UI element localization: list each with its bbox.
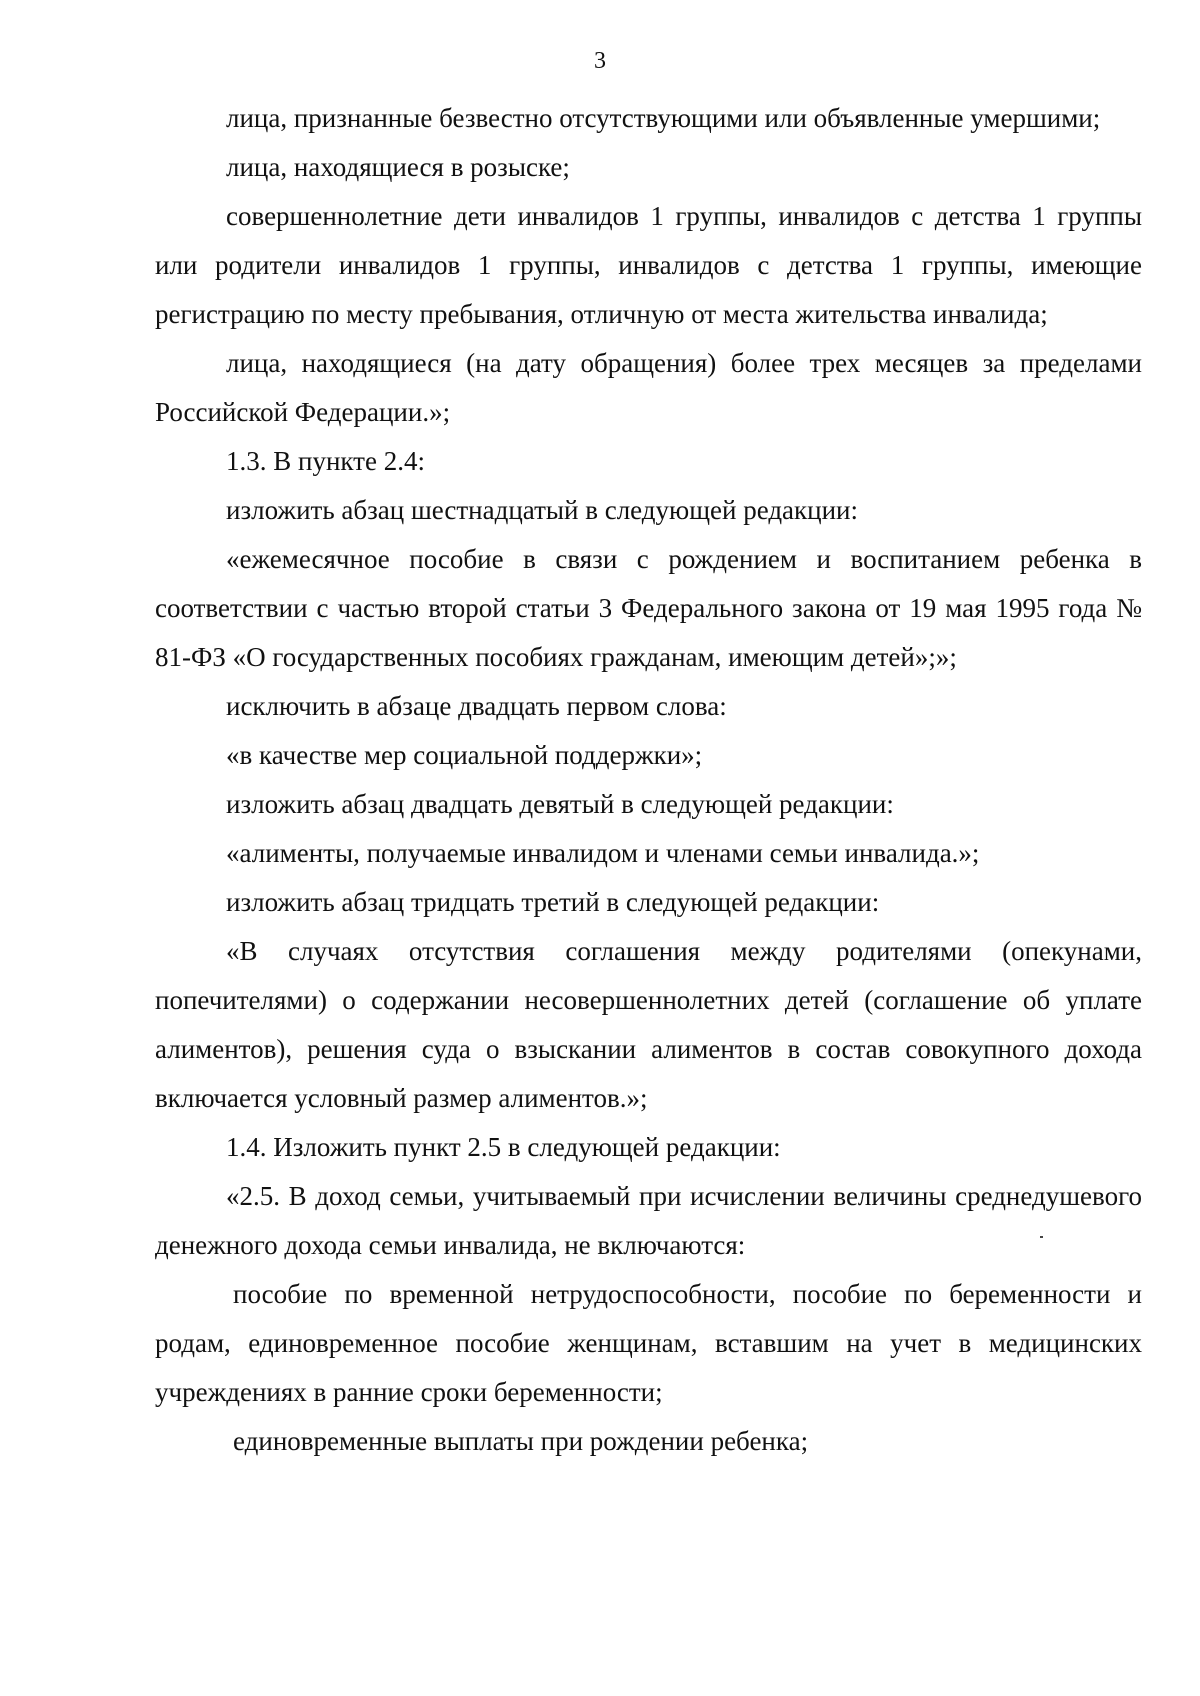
scan-speck	[1040, 1236, 1043, 1238]
page-number: 3	[594, 48, 606, 74]
paragraph-monthly-allowance: «ежемесячное пособие в связи с рождением и воспитанием ребенка в соответствии с частью второй статьи 3 Федерального закона от 19 мая 1995 года № 81-ФЗ «О государственных пособиях гражданам, имеющим детей»;»;	[155, 544, 1142, 672]
paragraph-wanted-persons: лица, находящиеся в розыске;	[226, 152, 570, 182]
paragraph-item-2-5: «2.5. В доход семьи, учитываемый при исчислении величины среднедушевого денежного дохода семьи инвалида, не включаются:	[155, 1181, 1142, 1260]
paragraph-thirty-third-amendment: изложить абзац тридцать третий в следующей редакции:	[226, 887, 880, 917]
paragraph-exclude-words: исключить в абзаце двадцать первом слова:	[226, 691, 727, 721]
paragraph-sixteenth-amendment: изложить абзац шестнадцатый в следующей редакции:	[226, 495, 859, 525]
paragraph-item-1-4: 1.4. Изложить пункт 2.5 в следующей редакции:	[226, 1132, 781, 1162]
paragraph-sick-leave-allowance: пособие по временной нетрудоспособности, пособие по беременности и родам, единовременное пособие женщинам, вставшим на учет в медицинских учреждениях в ранние сроки беременности;	[155, 1279, 1142, 1407]
paragraph-adult-children: совершеннолетние дети инвалидов 1 группы, инвалидов с детства 1 группы или родители инвалидов 1 группы, инвалидов с детства 1 группы, имеющие регистрацию по месту пребывания, отличную от места жительства инвалида;	[155, 201, 1142, 329]
document-body	[155, 94, 1142, 1466]
paragraph-alimony: «алименты, получаемые инвалидом и членами семьи инвалида.»;	[226, 838, 980, 868]
paragraph-no-agreement: «В случаях отсутствия соглашения между родителями (опекунами, попечителями) о содержании несовершеннолетних детей (соглашение об уплате алиментов), решения суда о взыскании алиментов в состав совокупного дохода включается условный размер алиментов.»;	[155, 936, 1142, 1113]
paragraph-quoted-words: «в качестве мер социальной поддержки»;	[226, 740, 703, 770]
paragraph-birth-payments: единовременные выплаты при рождении ребенка;	[233, 1426, 809, 1456]
paragraph-abroad-persons: лица, находящиеся (на дату обращения) более трех месяцев за пределами Российской Федерации.»;	[155, 348, 1142, 427]
paragraph-missing-persons: лица, признанные безвестно отсутствующими или объявленные умершими;	[226, 103, 1101, 133]
paragraph-twenty-ninth-amendment: изложить абзац двадцать девятый в следующей редакции:	[226, 789, 894, 819]
paragraph-item-1-3: 1.3. В пункте 2.4:	[226, 446, 425, 476]
